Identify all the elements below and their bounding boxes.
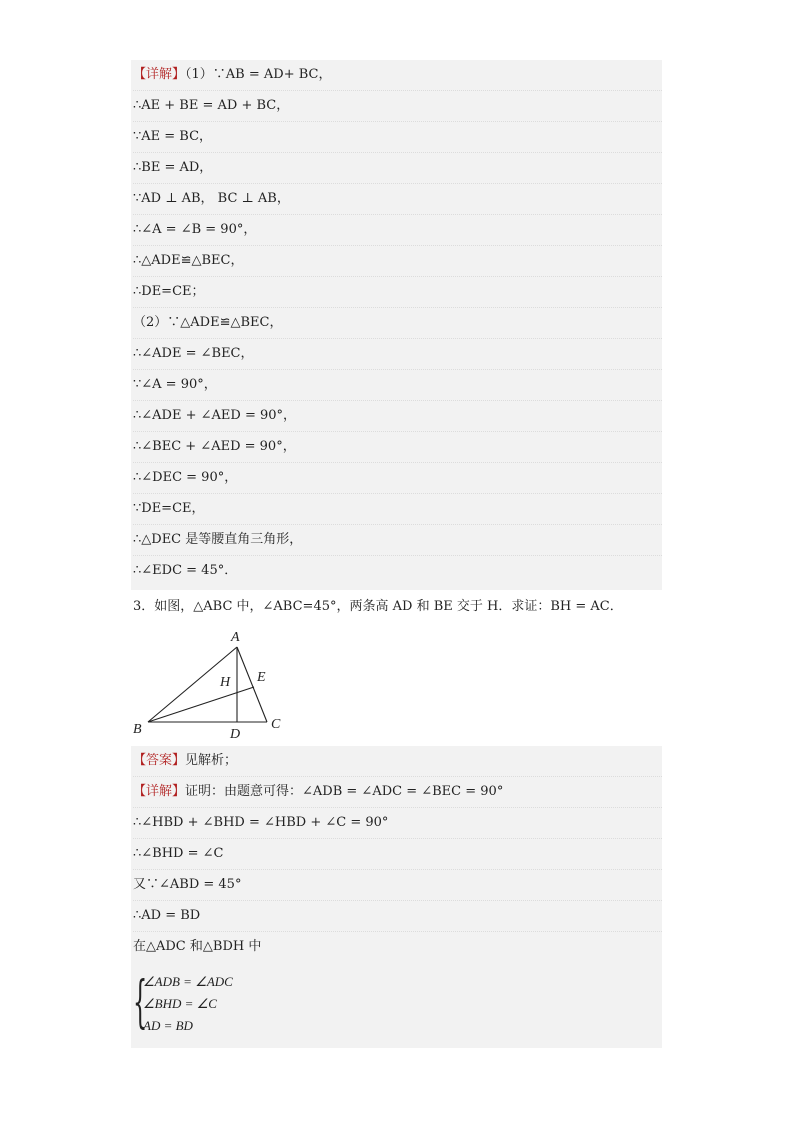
- solution-line: ∴∠DEC = 90°，: [133, 463, 662, 494]
- solution-line: ∴∠ADE = ∠BEC，: [133, 339, 662, 370]
- solution-line: ∵AD ⊥ AB， BC ⊥ AB，: [133, 184, 662, 215]
- question-3: 3．如图，△ABC 中，∠ABC=45°，两条高 AD 和 BE 交于 H．求证：BH = AC．: [133, 599, 623, 614]
- solution-line: ∴∠A = ∠B = 90°，: [133, 215, 662, 246]
- label-d: D: [230, 727, 241, 742]
- equation-system: [131, 970, 662, 1040]
- solution-line: ∴∠BEC + ∠AED = 90°，: [133, 432, 662, 463]
- solution-line: 【详解】（1）∵AB = AD+ BC，: [133, 60, 662, 91]
- solution-block-1: [131, 60, 662, 590]
- solution-line: ∵AE = BC，: [133, 122, 662, 153]
- solution-line: ∴△DEC 是等腰直角三角形，: [133, 525, 662, 556]
- solution-line: ∴∠BHD = ∠C: [133, 839, 662, 870]
- brace: {: [133, 970, 148, 1035]
- system-row: AD = BD: [143, 1018, 193, 1033]
- solution-line: ∴DE=CE；: [133, 277, 662, 308]
- system-row: ∠BHD = ∠C: [143, 996, 217, 1011]
- answer-tag: 【答案】: [133, 753, 186, 768]
- solution-line: 又∵∠ABD = 45°: [133, 870, 662, 901]
- triangle-figure: [130, 625, 300, 745]
- solution-line: ∴∠ADE + ∠AED = 90°，: [133, 401, 662, 432]
- solution-line: ∴BE = AD，: [133, 153, 662, 184]
- answer-line: 【答案】见解析；: [133, 746, 662, 777]
- solution-line: ∴∠EDC = 45°．: [133, 563, 238, 578]
- label-e: E: [257, 670, 266, 685]
- label-h: H: [220, 675, 231, 690]
- solution-line: 【详解】证明：由题意可得：∠ADB = ∠ADC = ∠BEC = 90°: [133, 777, 662, 808]
- label-a: A: [231, 630, 240, 645]
- solution-line: ∴△ADE≌△BEC，: [133, 246, 662, 277]
- system-row: ∠ADB = ∠ADC: [143, 974, 233, 989]
- solution-line: ∴AD = BD: [133, 901, 662, 932]
- solution-line: ∴∠HBD + ∠BHD = ∠HBD + ∠C = 90°: [133, 808, 662, 839]
- altitude-be: [148, 687, 254, 722]
- detail-tag: 【详解】: [133, 67, 186, 82]
- solution-line: ∴AE + BE = AD + BC，: [133, 91, 662, 122]
- solution-line: ∵DE=CE，: [133, 494, 662, 525]
- solution-line: （2）∵△ADE≌△BEC，: [133, 308, 662, 339]
- detail-tag: 【详解】: [133, 784, 186, 799]
- solution-line: ∵∠A = 90°，: [133, 370, 662, 401]
- label-b: B: [133, 722, 142, 737]
- label-c: C: [271, 717, 281, 732]
- solution-line: 在△ADC 和△BDH 中: [133, 939, 262, 954]
